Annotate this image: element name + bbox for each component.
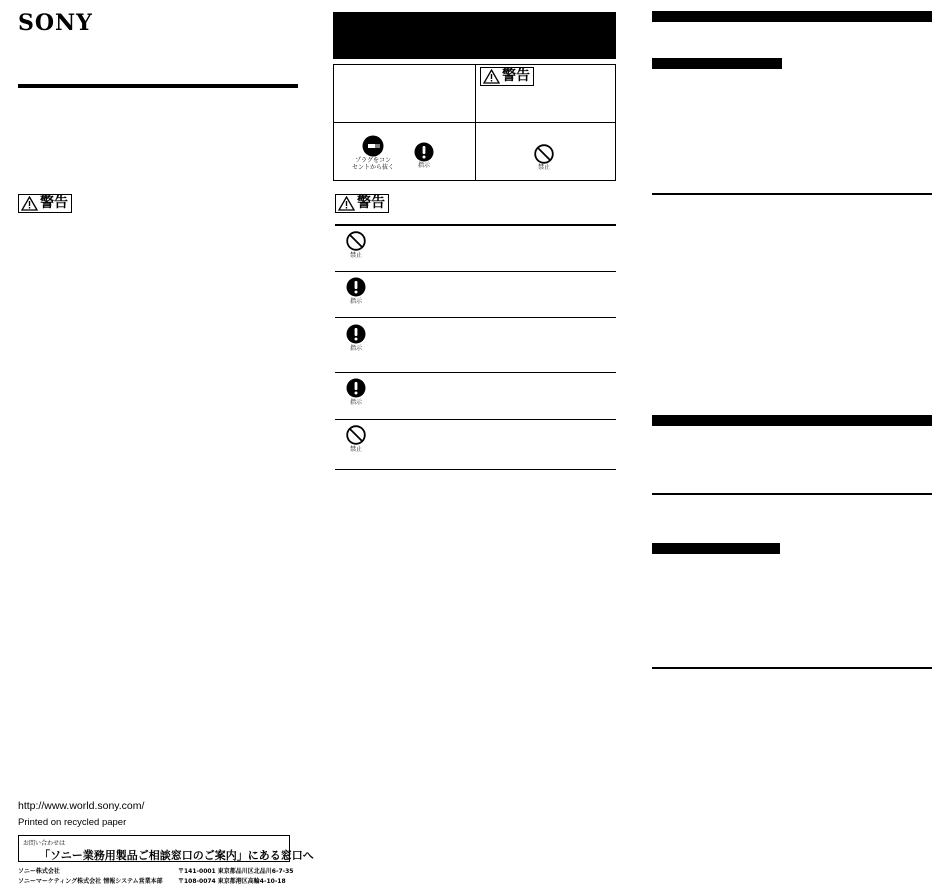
warning-row-icon bbox=[345, 324, 367, 352]
warning-triangle-icon bbox=[21, 196, 38, 211]
warning-row-divider bbox=[335, 317, 616, 318]
unplug-symbol bbox=[338, 135, 408, 171]
table-divider bbox=[334, 122, 615, 123]
section-divider bbox=[652, 493, 932, 495]
instruction-icon bbox=[346, 277, 366, 297]
row-icon-caption: 禁止 bbox=[349, 446, 362, 453]
warning-row-icon bbox=[345, 425, 367, 453]
instruction-symbol bbox=[414, 142, 434, 169]
company1-name: ソニー株式会社 bbox=[18, 868, 60, 875]
recycled-paper-note: Printed on recycled paper bbox=[18, 817, 127, 828]
company2-name: ソニーマーケティング株式会社 情報システム営業本部 bbox=[18, 878, 163, 885]
safety-header-bar bbox=[333, 12, 616, 59]
warning-badge bbox=[335, 194, 389, 213]
warning-list-top-rule bbox=[335, 224, 616, 226]
warning-row-icon bbox=[345, 231, 367, 259]
warning-label: 警告 bbox=[502, 68, 530, 84]
warning-row-icon bbox=[345, 378, 367, 406]
prohibition-icon bbox=[346, 425, 366, 445]
prohibition-icon bbox=[346, 231, 366, 251]
subsection-header-bar bbox=[652, 543, 780, 554]
warning-row-divider bbox=[335, 372, 616, 373]
company1-address: 〒141-0001 東京都品川区北品川6-7-35 bbox=[178, 868, 294, 875]
row-icon-caption: 禁止 bbox=[349, 252, 362, 259]
subsection-header-bar bbox=[652, 58, 782, 69]
contact-guide: 「ソニー業務用製品ご相談窓口のご案内」にある窓口へ bbox=[39, 849, 314, 862]
section-divider bbox=[652, 193, 932, 195]
prohibition-symbol bbox=[534, 144, 554, 171]
contact-intro: お問い合わせは bbox=[23, 840, 66, 847]
instruction-icon bbox=[346, 378, 366, 398]
section-divider bbox=[652, 667, 932, 669]
warning-label: 警告 bbox=[357, 195, 385, 211]
unplug-icon bbox=[362, 135, 384, 157]
section-header-bar bbox=[652, 415, 932, 426]
unplug-caption-line1: プラグをコン bbox=[354, 157, 391, 164]
warning-triangle-icon bbox=[483, 69, 500, 84]
warning-list-bottom-rule bbox=[335, 469, 616, 470]
warning-row-divider bbox=[335, 271, 616, 272]
prohibition-icon bbox=[534, 144, 554, 164]
instruction-icon bbox=[414, 142, 434, 162]
warning-row-divider bbox=[335, 419, 616, 420]
row-icon-caption: 指示 bbox=[349, 345, 362, 352]
warning-row-icon bbox=[345, 277, 367, 305]
prohibition-caption: 禁止 bbox=[537, 164, 550, 171]
warning-badge bbox=[18, 194, 72, 213]
row-icon-caption: 指示 bbox=[349, 298, 362, 305]
unplug-caption-line2: セントから抜く bbox=[351, 164, 394, 171]
title-rule bbox=[18, 84, 298, 88]
website-link[interactable]: http://www.world.sony.com/ bbox=[18, 800, 145, 812]
warning-label: 警告 bbox=[40, 195, 68, 211]
section-header-bar bbox=[652, 11, 932, 22]
sony-logo: SONY bbox=[18, 10, 93, 36]
warning-badge bbox=[480, 67, 534, 86]
company2-address: 〒108-0074 東京都港区高輪4-10-18 bbox=[178, 878, 286, 885]
row-icon-caption: 指示 bbox=[349, 399, 362, 406]
instruction-icon bbox=[346, 324, 366, 344]
instruction-caption: 指示 bbox=[417, 162, 430, 169]
contact-box bbox=[18, 835, 314, 862]
symbol-legend-table bbox=[333, 64, 616, 181]
warning-triangle-icon bbox=[338, 196, 355, 211]
